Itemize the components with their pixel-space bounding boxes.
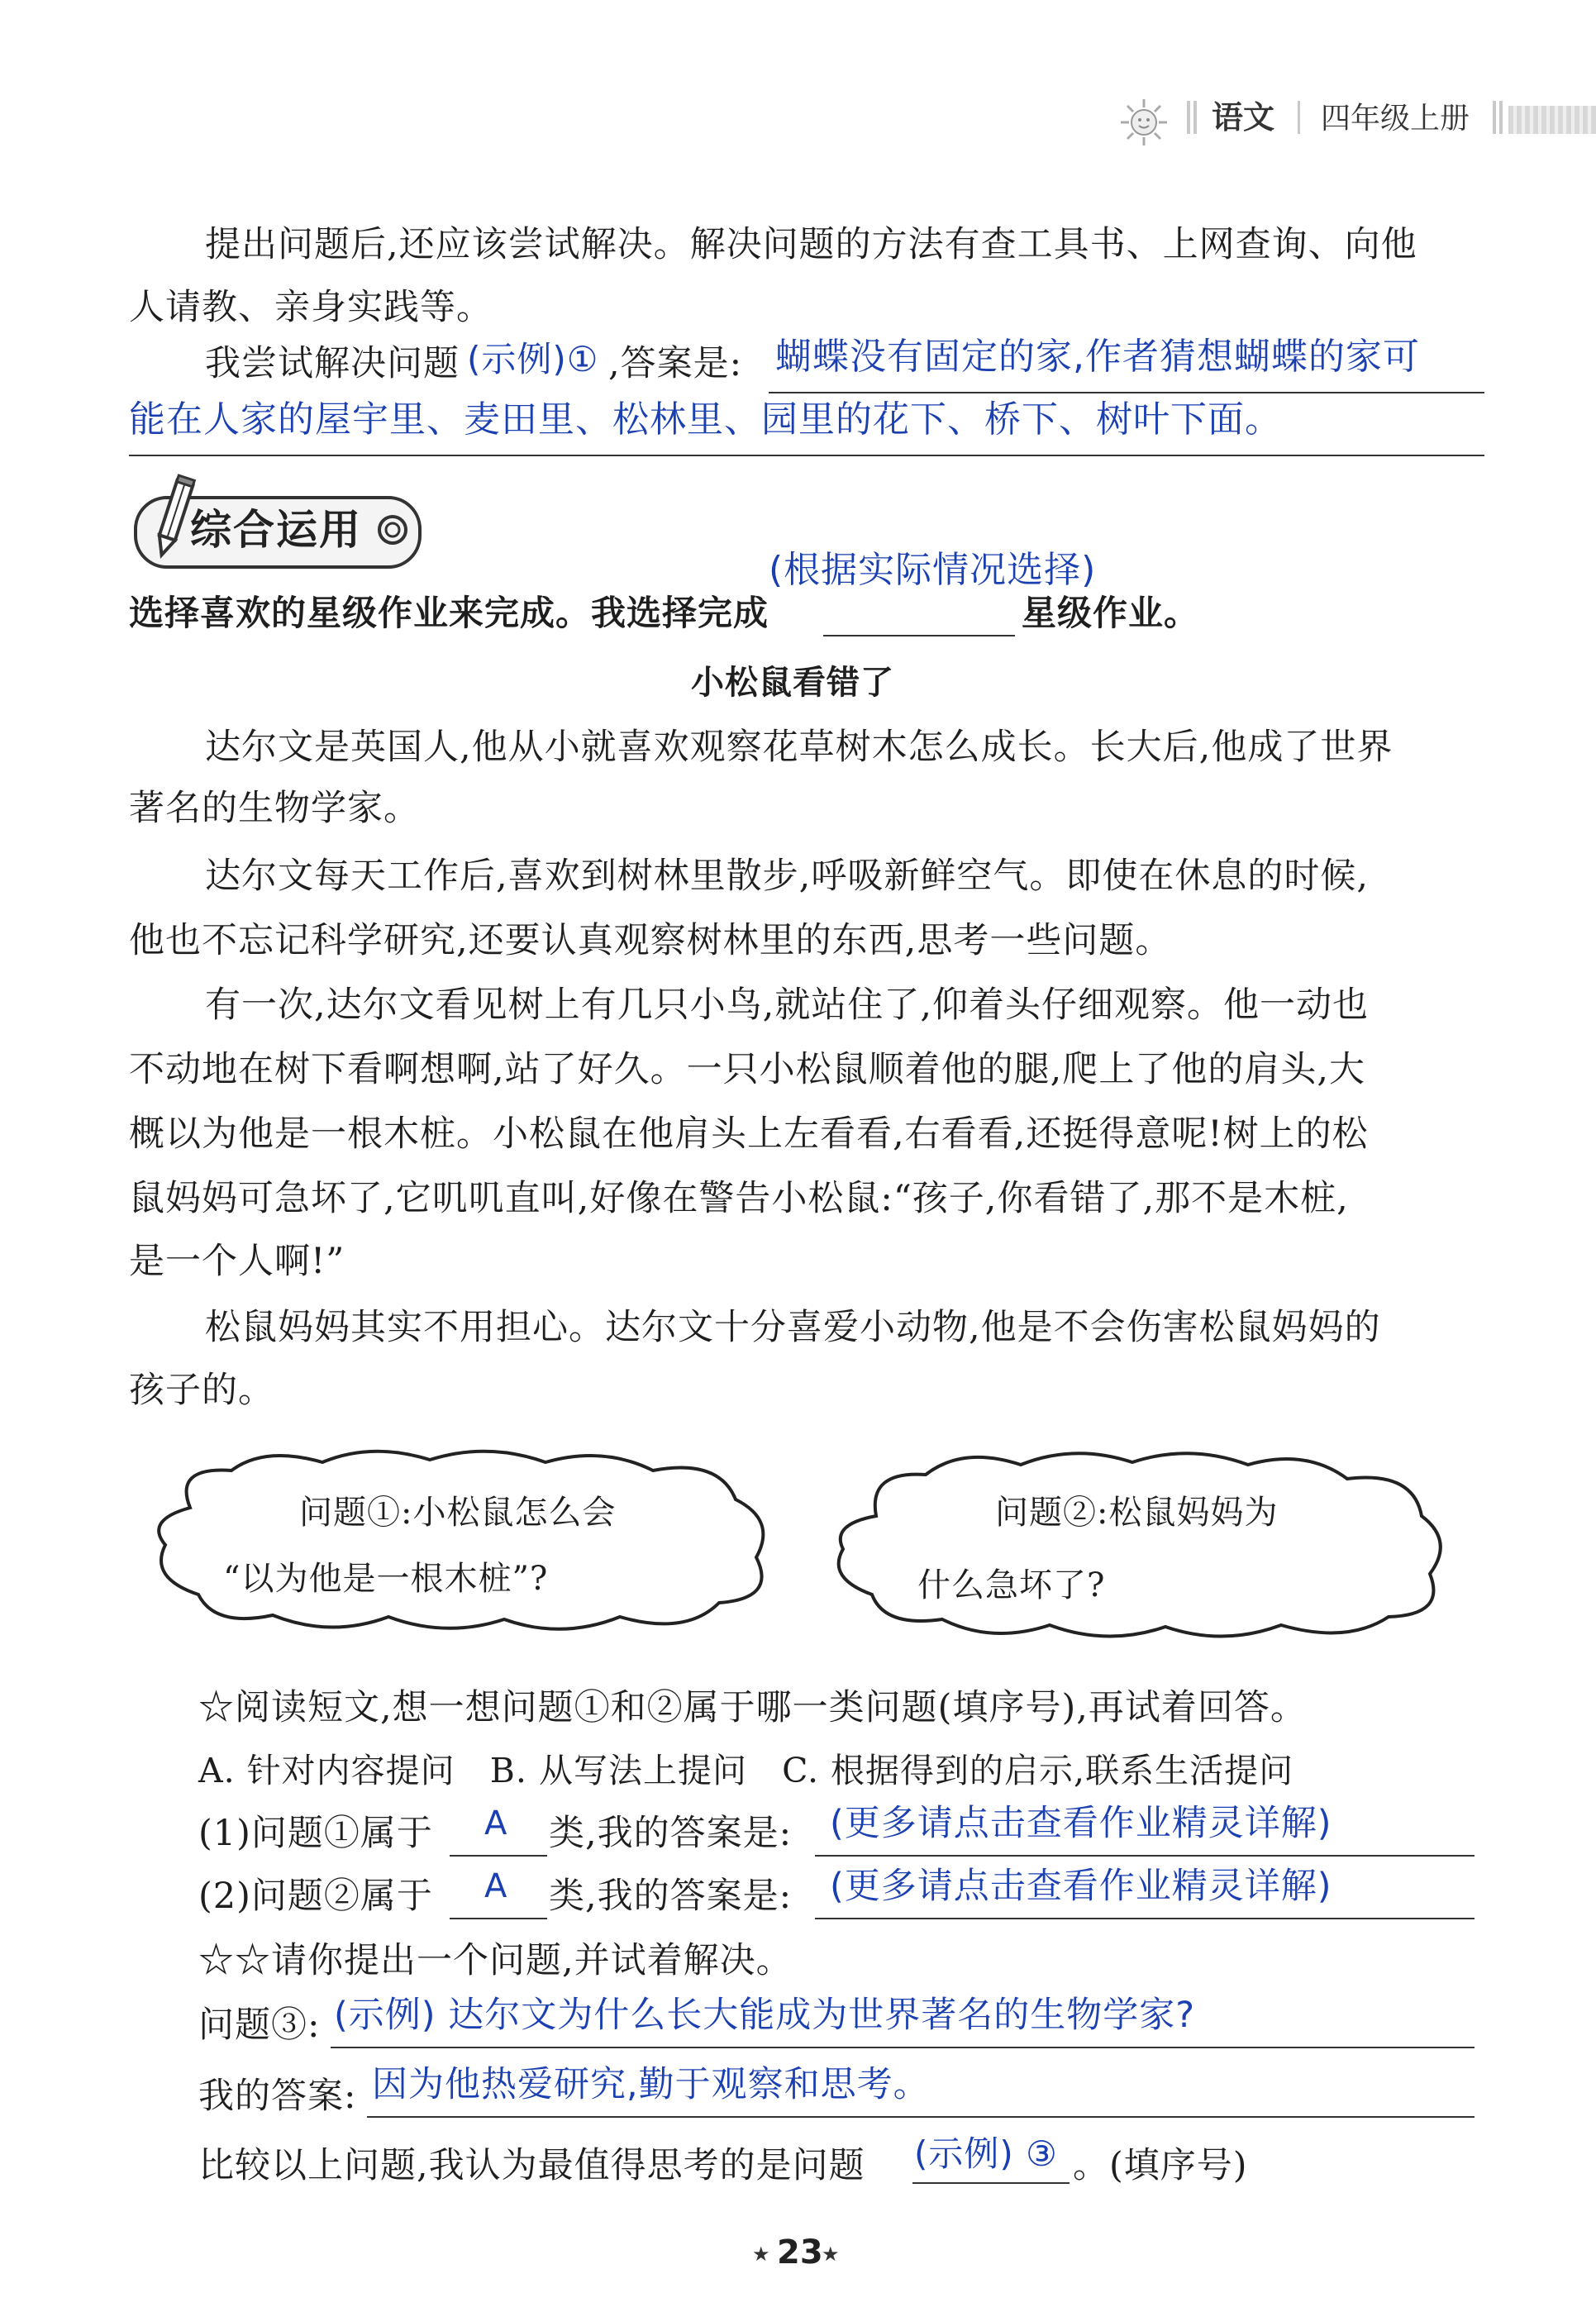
header-grade: 四年级上册 [1321, 102, 1470, 136]
q1-type-underline [450, 1855, 547, 1857]
q1-answer: (更多请点击查看作业精灵详解) [830, 1803, 1332, 1844]
story-line: 有一次,达尔文看见树上有几只小鸟,就站住了,仰着头仔细观察。他一动也 [205, 984, 1370, 1026]
my-answer-label: 我的答案: [198, 2076, 357, 2117]
story-line: 著名的生物学家。 [129, 788, 420, 829]
story-line: 达尔文每天工作后,喜欢到树林里散步,呼吸新鲜空气。即使在休息的时候, [205, 856, 1370, 897]
sun-logo-icon [1119, 98, 1169, 147]
story-title: 小松鼠看错了 [691, 664, 894, 702]
story-line: 孩子的。 [129, 1370, 274, 1411]
story-line: 是一个人啊!” [129, 1241, 345, 1282]
question-cloud-1 [141, 1442, 785, 1640]
intro-line: 提出问题后,还应该尝试解决。解决问题的方法有查工具书、上网查询、向他 [205, 224, 1417, 265]
intro-answer-line: 能在人家的屋宇里、麦田里、松林里、园里的花下、桥下、树叶下面。 [129, 398, 1282, 441]
section-title: 综合运用 [190, 506, 362, 554]
story-line: 鼠妈妈可急坏了,它叽叽直叫,好像在警告小松鼠:“孩子,你看错了,那不是木桩, [129, 1178, 1349, 1219]
question-cloud-2 [818, 1442, 1455, 1648]
header-divider [1493, 101, 1496, 134]
story-line: 概以为他是一根木桩。小松鼠在他肩头上左看看,右看看,还挺得意呢!树上的松 [129, 1113, 1369, 1155]
q3-label: 问题③: [198, 2005, 321, 2046]
q2-mid: 类,我的答案是: [549, 1876, 793, 1917]
cloud-1-line: 问题①:小松鼠怎么会 [299, 1494, 617, 1532]
header-divider [1187, 101, 1190, 134]
story-line: 达尔文是英国人,他从小就喜欢观察花草树木怎么成长。长大后,他成了世界 [205, 727, 1394, 768]
header-divider [1499, 101, 1503, 134]
q2-type-underline [450, 1918, 547, 1919]
answer-choice: (示例)① [467, 339, 599, 379]
compare-answer: (示例) ③ [914, 2133, 1058, 2174]
intro-line: 人请教、亲身实践等。 [129, 287, 493, 328]
my-answer: 因为他热爱研究,勤于观察和思考。 [372, 2064, 930, 2105]
q2-prefix: (2)问题②属于 [198, 1876, 433, 1917]
task-2: ☆☆请你提出一个问题,并试着解决。 [198, 1940, 793, 1981]
compare-suffix: 。(填序号) [1073, 2145, 1248, 2186]
star-suffix: 星级作业。 [1022, 593, 1200, 633]
story-line: 不动地在树下看啊想啊,站了好久。一只小松鼠顺着他的腿,爬上了他的肩头,大 [129, 1049, 1366, 1090]
section-badge-ring-icon [377, 514, 408, 546]
task-1: ☆阅读短文,想一想问题①和②属于哪一类问题(填序号),再试着回答。 [198, 1687, 1307, 1728]
header-divider [1193, 101, 1197, 134]
star-underline [823, 635, 1015, 636]
footer-star-right-icon: ★ [822, 2243, 840, 2266]
q3-underline [331, 2047, 1475, 2048]
header-divider [1298, 101, 1300, 134]
q2-type: A [484, 1867, 508, 1905]
q1-type: A [484, 1804, 508, 1842]
header-subject: 语文 [1212, 99, 1275, 136]
story-line: 松鼠妈妈其实不用担心。达尔文十分喜爱小动物,他是不会伤害松鼠妈妈的 [205, 1307, 1381, 1348]
intro-answer-line: 蝴蝶没有固定的家,作者猜想蝴蝶的家可 [775, 336, 1420, 378]
q2-answer: (更多请点击查看作业精灵详解) [830, 1866, 1332, 1907]
my-answer-underline [367, 2116, 1475, 2118]
answer-underline [129, 455, 1484, 456]
footer-star-left-icon: ★ [752, 2243, 770, 2266]
q1-prefix: (1)问题①属于 [198, 1813, 433, 1854]
cloud-1-line: “以为他是一根木桩”? [223, 1560, 549, 1598]
compare-underline [912, 2182, 1070, 2184]
q2-answer-underline [815, 1918, 1475, 1919]
q3-answer: (示例) 达尔文为什么长大能成为世界著名的生物学家? [334, 1995, 1196, 2036]
intro-try-prefix: 我尝试解决问题 [205, 343, 460, 384]
page-number: 23 [777, 2233, 823, 2271]
compare-prefix: 比较以上问题,我认为最值得思考的是问题 [198, 2145, 865, 2186]
q1-answer-underline [815, 1855, 1475, 1857]
intro-try-mid: ,答案是: [608, 343, 743, 384]
star-instruction: 选择喜欢的星级作业来完成。我选择完成 [129, 593, 769, 633]
q1-mid: 类,我的答案是: [549, 1813, 793, 1854]
star-choice-hint: (根据实际情况选择) [769, 549, 1097, 591]
question-options: A. 针对内容提问 B. 从写法上提问 C. 根据得到的启示,联系生活提问 [198, 1751, 1294, 1790]
answer-underline [769, 392, 1484, 393]
cloud-2-line: 什么急坏了? [917, 1566, 1106, 1604]
story-line: 他也不忘记科学研究,还要认真观察树林里的东西,思考一些问题。 [129, 920, 1172, 961]
cloud-2-line: 问题②:松鼠妈妈为 [995, 1494, 1279, 1532]
header-decoration [1508, 106, 1596, 134]
